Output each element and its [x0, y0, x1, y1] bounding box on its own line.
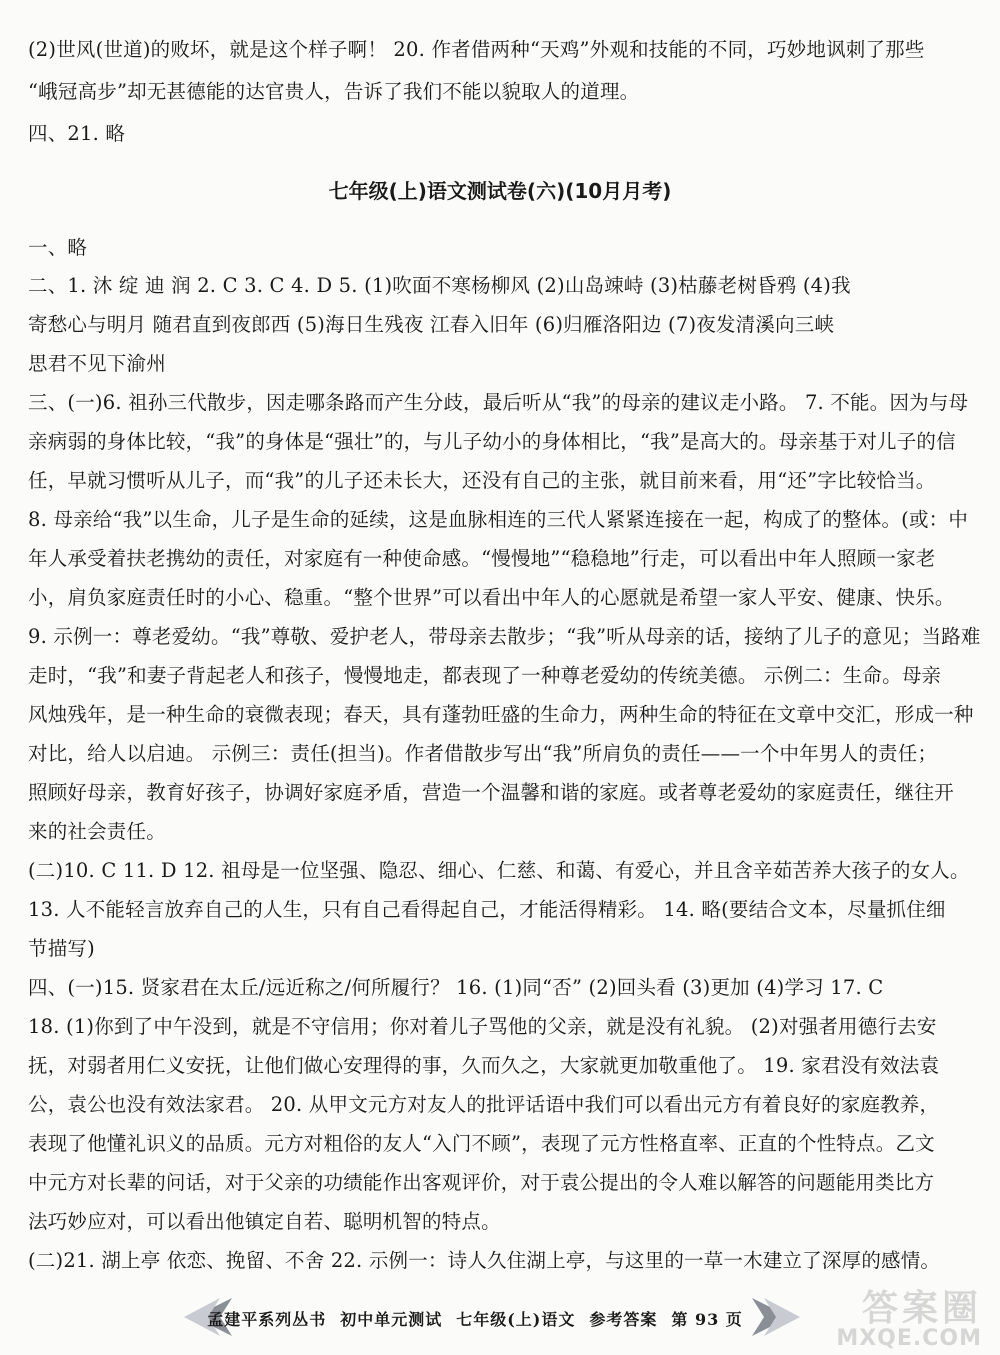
- text-line: (二)21. 湖上亭 依恋、挽留、不舍 22. 示例一：诗人久住湖上亭，与这里的一草一木建立了深厚的感情。: [28, 1249, 941, 1272]
- text-line: 18. (1)你到了中午没到，就是不守信用；你对着儿子骂他的父亲，就是没有礼貌。 (2)对强者用德行去安: [28, 1015, 937, 1038]
- text-line: 思君不见下渝州: [28, 352, 166, 375]
- text-line: 中元方对长辈的问话，对于父亲的功绩能作出客观评价，对于袁公提出的令人难以解答的问题能用类比方: [28, 1171, 935, 1194]
- page-number: 第 93 页: [671, 1309, 743, 1329]
- text-line: 抚，对弱者用仁义安抚，让他们做心安理得的事，久而久之，大家就更加敬重他了。 19. 家君没有效法袁: [28, 1054, 940, 1077]
- text-line: 对比，给人以启迪。 示例三：责任(担当)。作者借散步写出“我”所肩负的责任——一个中年男人的责任；: [28, 742, 938, 765]
- section-title: 七年级(上)语文测试卷(六)(10月月考): [328, 179, 672, 203]
- text-line: 寄愁心与明月 随君直到夜郎西 (5)海日生残夜 江春入旧年 (6)归雁洛阳边 (7)夜发清溪向三峡: [28, 313, 835, 336]
- footer-book: 初中单元测试: [340, 1309, 443, 1329]
- footer-series: 孟建平系列丛书: [207, 1309, 327, 1329]
- watermark-logo-text: 答案圈: [861, 1288, 982, 1329]
- text-line: 四、(一)15. 贤家君在太丘/远近称之/何所履行？ 16. (1)同“否” (2)回头看 (3)更加 (4)学习 17. C: [28, 976, 884, 999]
- text-line: 亲病弱的身体比较，“我”的身体是“强壮”的，与儿子幼小的身体相比，“我”是高大的。母亲基于对儿子的信: [28, 430, 956, 453]
- page-footer: [180, 1296, 770, 1340]
- text-line: 四、21. 略: [28, 122, 126, 145]
- text-line: 9. 示例一：尊老爱幼。“我”尊敬、爱护老人，带母亲去散步；“我”听从母亲的话，接纳了儿子的意见；当路难: [28, 625, 981, 648]
- text-line: (2)世风(世道)的败坏，就是这个样子啊！ 20. 作者借两种“天鸡”外观和技能的不同，巧妙地讽刺了那些: [28, 38, 925, 61]
- site-watermark: [822, 1290, 982, 1350]
- text-line: 小，肩负家庭责任时的小心、稳重。“整个世界”可以看出中年人的心愿就是希望一家人平安、健康、快乐。: [28, 586, 955, 609]
- text-line: 公，袁公也没有效法家君。 20. 从甲文元方对友人的批评话语中我们可以看出元方有着良好的家庭教养，: [28, 1093, 940, 1116]
- text-line: 节描写): [28, 937, 95, 960]
- watermark-url: MXQE.COM: [836, 1326, 982, 1351]
- text-line: 表现了他懂礼识义的品质。元方对粗俗的友人“入门不顾”，表现了元方性格直率、正直的个性特点。乙文: [28, 1132, 935, 1155]
- text-line: 任，早就习惯听从儿子，而“我”的儿子还未长大，还没有自己的主张，就目前来看，用“还”字比较恰当。: [28, 469, 936, 492]
- text-line: 二、1. 沐 绽 迪 润 2. C 3. C 4. D 5. (1)吹面不寒杨柳风 (2)山岛竦峙 (3)枯藤老树昏鸦 (4)我: [28, 274, 851, 297]
- text-line: 13. 人不能轻言放弃自己的人生，只有自己看得起自己，才能活得精彩。 14. 略(要结合文本，尽量抓住细: [28, 898, 946, 921]
- text-line: 风烛残年，是一种生命的衰微表现；春天，具有蓬勃旺盛的生命力，两种生命的特征在文章中交汇，形成一种: [28, 703, 974, 726]
- text-line: “峨冠高步”却无甚德能的达官贵人，告诉了我们不能以貌取人的道理。: [28, 80, 640, 103]
- footer-grade: 七年级(上)语文: [456, 1309, 576, 1329]
- text-line: 照顾好母亲，教育好孩子，协调好家庭矛盾，营造一个温馨和谐的家庭。或者尊老爱幼的家庭责任，继往开: [28, 781, 954, 804]
- text-line: 一、略: [28, 236, 88, 259]
- text-line: 8. 母亲给“我”以生命，儿子是生命的延续，这是血脉相连的三代人紧紧连接在一起，构成了的整体。(或：中: [28, 508, 969, 531]
- text-line: 年人承受着扶老携幼的责任，对家庭有一种使命感。“慢慢地”“稳稳地”行走，可以看出中年人照顾一家老: [28, 547, 936, 570]
- text-line: 法巧妙应对，可以看出他镇定自若、聪明机智的特点。: [28, 1210, 501, 1233]
- text-line: 走时，“我”和妻子背起老人和孩子，慢慢地走，都表现了一种尊老爱幼的传统美德。 示例二：生命。母亲: [28, 664, 942, 687]
- text-line: (二)10. C 11. D 12. 祖母是一位坚强、隐忍、细心、仁慈、和蔼、有爱心，并且含辛茹苦养大孩子的女人。: [28, 859, 970, 882]
- footer-section: 参考答案: [589, 1309, 658, 1329]
- text-line: 三、(一)6. 祖孙三代散步，因走哪条路而产生分歧，最后听从“我”的母亲的建议走小路。 7. 不能。因为与母: [28, 391, 969, 414]
- text-line: 来的社会责任。: [28, 820, 166, 843]
